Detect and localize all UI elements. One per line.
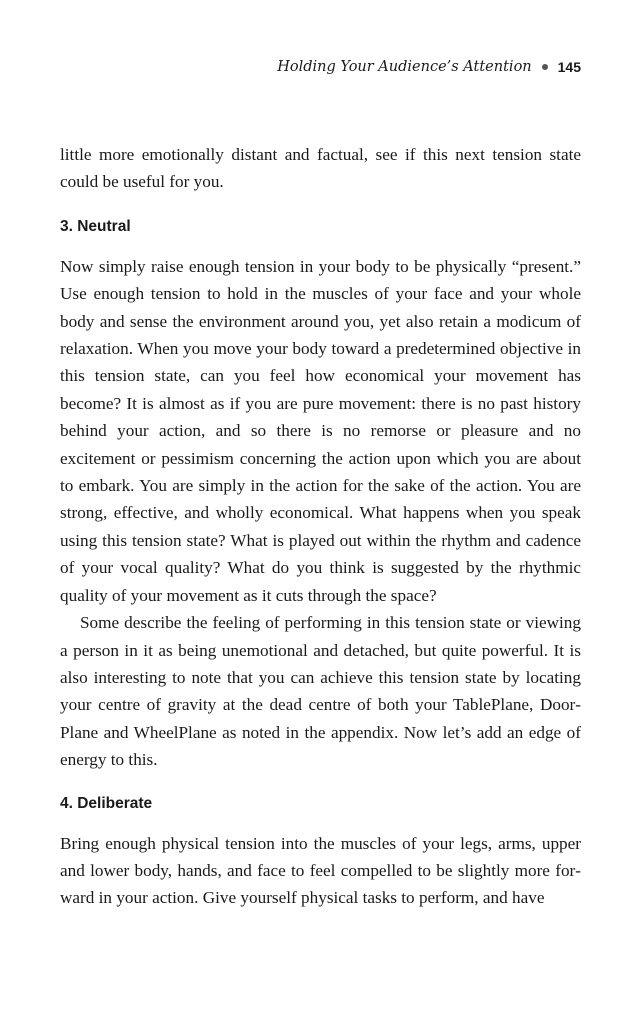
section-heading-neutral: 3. Neutral — [60, 217, 131, 235]
running-title: Holding Your Audience’s Attention — [277, 59, 532, 75]
neutral-paragraph-2: Some describe the feeling of performing in this tension state or viewing a person in it as being unemotional and detached, but quite powerful. It is also interesting to note that you can achieve this tension state by locating your centre of gravity at the dead centre of both your TablePlane, DoorPlane and WheelPlane as noted in the appendix. Now let’s add an edge of energy to this. — [60, 613, 581, 770]
running-head — [277, 57, 581, 77]
page-number: 145 — [557, 59, 581, 75]
body-text — [60, 141, 581, 912]
continuation-paragraph: little more emotionally distant and factual, see if this next tension state could be useful for you. — [60, 145, 581, 192]
deliberate-paragraph-1: Bring enough physical tension into the muscles of your legs, arms, upper and lower body, hands, and face to feel compelled to be slightly more forward in your action. Give yourself physical tasks to perform, and have — [60, 833, 581, 908]
section-heading-deliberate: 4. Deliberate — [60, 794, 153, 812]
bullet-separator-icon — [542, 64, 548, 70]
neutral-paragraph-1: Now simply raise enough tension in your body to be physically “present.” Use enough tension to hold in the muscles of your face and your whole body and sense the environment around you, yet also retain a modicum of relaxation. When you move your body toward a predetermined objective in this tension state, can you feel how economical your movement has become? It is almost as if you are pure movement: there is no past history behind your action, and so there is no remorse or pleasure and no excitement or pessimism concerning the action upon which you are about to embark. You are simply in the action for the sake of the action. You are strong, effective, and wholly economical. What happens when you speak using this tension state? What is played out within the rhythm and cadence of your vocal quality? What do you think is suggested by the rhythmic quality of your movement as it cuts through the space? — [60, 256, 581, 605]
